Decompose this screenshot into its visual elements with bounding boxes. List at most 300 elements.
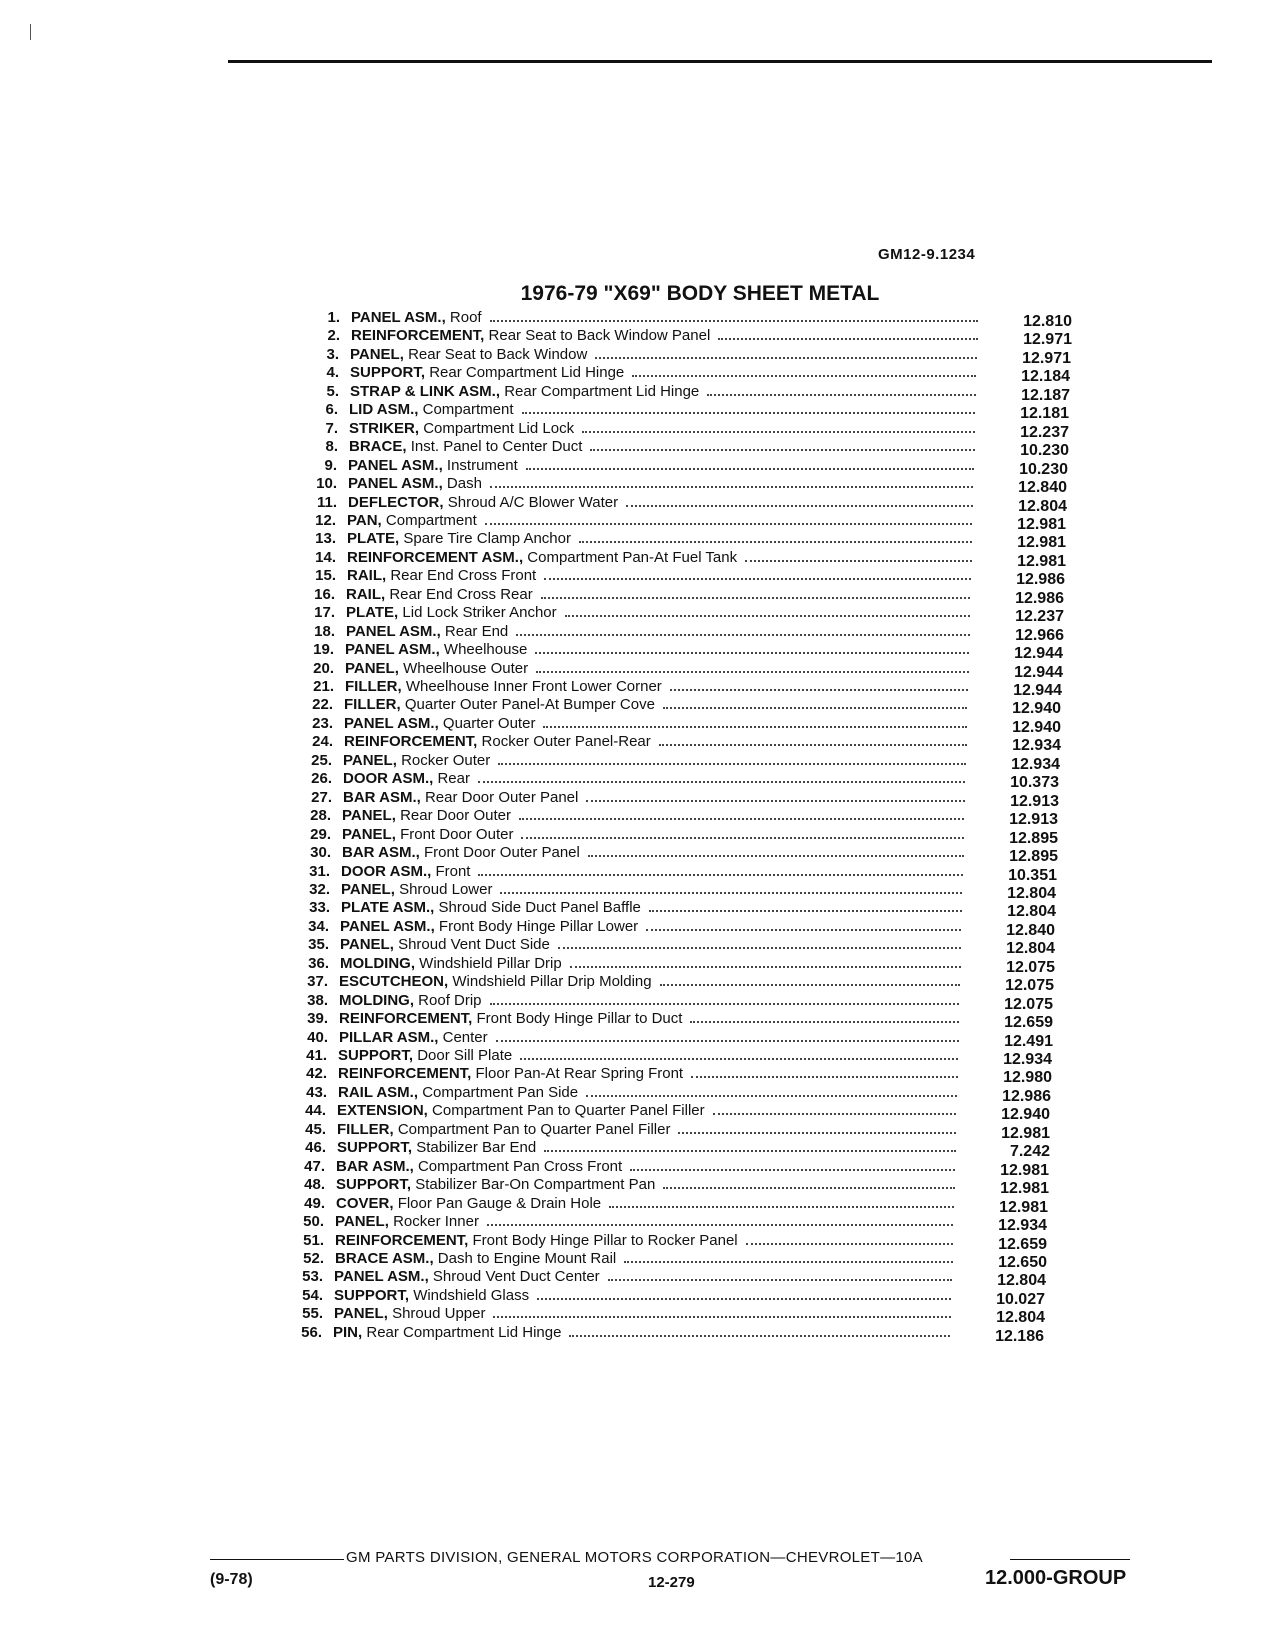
part-name [350, 364, 624, 382]
part-row [287, 1084, 1067, 1103]
part-description: Rear [437, 770, 470, 787]
stray-mark [30, 24, 31, 40]
part-row [289, 918, 1069, 937]
part-name [343, 789, 578, 807]
part-number: 47. [304, 1158, 325, 1175]
part-value: 12.980 [1003, 1069, 1052, 1086]
part-name-label: PANEL ASM., [348, 475, 443, 492]
part-value: 10.027 [996, 1291, 1045, 1308]
part-value: 12.981 [1017, 534, 1066, 551]
part-row [283, 1268, 1063, 1287]
part-description: Floor Pan Gauge & Drain Hole [397, 1195, 602, 1212]
part-row [290, 881, 1070, 900]
part-description: Shroud Upper [392, 1305, 486, 1322]
part-name [346, 604, 557, 622]
part-row [288, 992, 1068, 1011]
dot-leader [536, 671, 969, 673]
part-number: 56. [301, 1324, 322, 1341]
part-number: 10. [316, 475, 337, 492]
part-row [285, 1158, 1065, 1177]
part-number: 46. [305, 1139, 326, 1156]
dot-leader [516, 634, 970, 636]
part-name-label: BRACE, [349, 438, 407, 455]
dot-leader [544, 1150, 956, 1152]
part-value: 12.934 [1011, 756, 1060, 773]
dot-leader [493, 1316, 951, 1318]
part-value: 12.986 [1016, 571, 1065, 588]
part-name-label: REINFORCEMENT, [351, 327, 485, 344]
part-row [284, 1213, 1064, 1232]
part-value: 12.940 [1012, 700, 1061, 717]
part-number: 30. [310, 844, 331, 861]
part-value: 12.075 [1005, 977, 1054, 994]
part-name [339, 1029, 488, 1047]
part-name-label: PANEL, [342, 807, 396, 824]
part-number: 3. [326, 346, 339, 363]
part-row [294, 678, 1074, 697]
part-value: 12.986 [1002, 1088, 1051, 1105]
part-row [299, 383, 1079, 402]
part-name [339, 973, 652, 991]
part-name [345, 678, 662, 696]
part-row [289, 936, 1069, 955]
part-name-label: PLATE, [347, 530, 400, 547]
dot-leader [745, 560, 972, 562]
part-value: 12.804 [1018, 498, 1067, 515]
part-name [334, 1268, 600, 1286]
part-name-label: PANEL, [342, 826, 396, 843]
part-number: 39. [307, 1010, 328, 1027]
part-description: Inst. Panel to Center Duct [410, 438, 583, 455]
part-name [349, 401, 514, 419]
part-number: 53. [302, 1268, 323, 1285]
dot-leader [522, 412, 975, 414]
part-value: 12.186 [995, 1328, 1044, 1345]
part-description: Stabilizer Bar End [416, 1139, 537, 1156]
part-name-label: DEFLECTOR, [348, 494, 444, 511]
part-name [333, 1324, 561, 1342]
dot-leader [490, 320, 978, 322]
part-number: 2. [327, 327, 340, 344]
part-name-label: REINFORCEMENT, [335, 1232, 469, 1249]
dot-leader [579, 541, 972, 543]
part-number: 37. [307, 973, 328, 990]
part-number: 31. [309, 863, 330, 880]
part-description: Front Body Hinge Pillar Lower [438, 918, 639, 935]
part-description: Compartment Pan to Quarter Panel Filler [432, 1102, 705, 1119]
part-value: 12.840 [1018, 479, 1067, 496]
part-row [288, 1029, 1068, 1048]
part-name [340, 918, 638, 936]
part-row [298, 401, 1078, 420]
part-name-label: ESCUTCHEON, [339, 973, 449, 990]
dot-leader [713, 1113, 956, 1115]
part-name [342, 826, 513, 844]
part-row [287, 1047, 1067, 1066]
part-name [349, 438, 582, 456]
part-name [345, 641, 527, 659]
part-number: 8. [325, 438, 338, 455]
part-name [344, 696, 655, 714]
dot-leader [649, 910, 962, 912]
part-name-label: MOLDING, [339, 992, 414, 1009]
dot-leader [690, 1021, 959, 1023]
part-description: Dash [446, 475, 482, 492]
part-value: 12.895 [1009, 848, 1058, 865]
part-value: 12.804 [996, 1309, 1045, 1326]
part-row [297, 475, 1077, 494]
part-row [298, 438, 1078, 457]
dot-leader [660, 984, 960, 986]
part-name [340, 936, 550, 954]
part-number: 6. [325, 401, 338, 418]
part-description: Compartment [422, 401, 514, 418]
part-description: Wheelhouse Inner Front Lower Corner [405, 678, 662, 695]
part-name-label: LID ASM., [349, 401, 419, 418]
part-name-label: PANEL ASM., [344, 715, 439, 732]
part-description: Compartment [385, 512, 477, 529]
part-row [298, 420, 1078, 439]
part-name [338, 1065, 683, 1083]
dot-leader [663, 707, 967, 709]
part-row [285, 1176, 1065, 1195]
part-value: 12.940 [1001, 1106, 1050, 1123]
part-description: Compartment Pan Side [422, 1084, 579, 1101]
part-value: 12.840 [1006, 922, 1055, 939]
part-number: 21. [313, 678, 334, 695]
part-name-label: SUPPORT, [336, 1176, 412, 1193]
page-code: GM12-9.1234 [878, 246, 976, 263]
dot-leader [746, 1243, 953, 1245]
part-description: Roof Drip [418, 992, 482, 1009]
part-value: 12.971 [1023, 331, 1072, 348]
part-row [286, 1139, 1066, 1158]
part-description: Lid Lock Striker Anchor [402, 604, 557, 621]
part-number: 51. [303, 1232, 324, 1249]
part-description: Front Door Outer Panel [423, 844, 580, 861]
part-name-label: FILLER, [344, 696, 401, 713]
dot-leader [670, 689, 968, 691]
part-row [300, 309, 1080, 328]
page-title: 1976-79 "X69" BODY SHEET METAL [520, 282, 880, 305]
part-value: 12.944 [1013, 682, 1062, 699]
dot-leader [718, 338, 978, 340]
part-name [341, 881, 492, 899]
part-value: 12.650 [998, 1254, 1047, 1271]
part-value: 12.940 [1012, 719, 1061, 736]
part-description: Spare Tire Clamp Anchor [403, 530, 571, 547]
part-number: 18. [314, 623, 335, 640]
part-description: Rear Seat to Back Window [408, 346, 588, 363]
dot-leader [624, 1261, 953, 1263]
part-description: Quarter Outer Panel-At Bumper Cove [404, 696, 655, 713]
part-description: Rear End [444, 623, 509, 640]
part-row [288, 1010, 1068, 1029]
part-name-label: SUPPORT, [337, 1139, 413, 1156]
part-number: 28. [310, 807, 331, 824]
part-name-label: RAIL, [347, 567, 387, 584]
part-name-label: PILLAR ASM., [339, 1029, 439, 1046]
part-value: 12.986 [1015, 590, 1064, 607]
part-value: 12.659 [1004, 1014, 1053, 1031]
part-number: 36. [308, 955, 329, 972]
dot-leader [485, 523, 972, 525]
part-value: 12.237 [1015, 608, 1064, 625]
part-name [336, 1158, 622, 1176]
part-row [289, 955, 1069, 974]
part-value: 12.934 [1012, 737, 1061, 754]
dot-leader [586, 1095, 957, 1097]
part-value: 12.966 [1015, 627, 1064, 644]
part-row [295, 604, 1075, 623]
part-description: Front Body Hinge Pillar to Rocker Panel [472, 1232, 738, 1249]
part-number: 34. [308, 918, 329, 935]
part-number: 54. [302, 1287, 323, 1304]
part-number: 19. [313, 641, 334, 658]
part-description: Quarter Outer [442, 715, 536, 732]
part-name-label: REINFORCEMENT, [338, 1065, 472, 1082]
part-number: 40. [307, 1029, 328, 1046]
part-value: 12.804 [1006, 940, 1055, 957]
part-name [335, 1232, 738, 1250]
part-row [291, 826, 1071, 845]
part-row [284, 1232, 1064, 1251]
dot-leader [595, 357, 977, 359]
part-name-label: PANEL, [345, 660, 399, 677]
part-name [341, 863, 470, 881]
part-name-label: PANEL, [334, 1305, 388, 1322]
part-number: 16. [314, 586, 335, 603]
part-name [339, 992, 482, 1010]
dot-leader [570, 966, 961, 968]
part-name [346, 623, 508, 641]
part-name [348, 494, 618, 512]
part-name [344, 715, 535, 733]
part-number: 49. [304, 1195, 325, 1212]
part-name-label: PANEL, [340, 936, 394, 953]
part-name-label: PANEL ASM., [345, 641, 440, 658]
dot-leader [500, 892, 962, 894]
part-number: 24. [312, 733, 333, 750]
part-name-label: REINFORCEMENT, [339, 1010, 473, 1027]
part-description: Instrument [446, 457, 518, 474]
part-name-label: PANEL ASM., [346, 623, 441, 640]
part-value: 12.895 [1009, 830, 1058, 847]
part-name [337, 1121, 670, 1139]
part-value: 12.804 [997, 1272, 1046, 1289]
part-name [335, 1250, 616, 1268]
part-number: 23. [312, 715, 333, 732]
part-description: Wheelhouse Outer [403, 660, 529, 677]
part-number: 4. [326, 364, 339, 381]
part-value: 12.237 [1020, 424, 1069, 441]
part-description: Roof [449, 309, 482, 326]
part-description: Shroud Side Duct Panel Baffle [438, 899, 641, 916]
part-row [282, 1324, 1062, 1343]
part-name [334, 1287, 529, 1305]
part-value: 12.944 [1014, 645, 1063, 662]
part-name-label: SUPPORT, [338, 1047, 414, 1064]
part-name [336, 1176, 655, 1194]
part-name-label: PLATE, [346, 604, 399, 621]
part-description: Shroud Lower [399, 881, 493, 898]
part-description: Rear Compartment Lid Hinge [504, 383, 700, 400]
part-value: 10.351 [1008, 867, 1057, 884]
part-row [290, 899, 1070, 918]
dot-leader [521, 837, 964, 839]
part-name [344, 733, 651, 751]
part-value: 12.981 [1017, 553, 1066, 570]
part-row [296, 530, 1076, 549]
part-number: 12. [315, 512, 336, 529]
part-name-label: RAIL, [346, 586, 386, 603]
part-row [293, 715, 1073, 734]
part-value: 12.184 [1021, 368, 1070, 385]
footer-rule-right [1010, 1559, 1130, 1560]
part-name [348, 457, 518, 475]
dot-leader [558, 947, 961, 949]
part-row [283, 1305, 1063, 1324]
dot-leader [478, 781, 965, 783]
part-row [293, 696, 1073, 715]
part-name-label: DOOR ASM., [341, 863, 432, 880]
part-name [349, 420, 574, 438]
part-number: 9. [324, 457, 337, 474]
part-name-label: PANEL ASM., [340, 918, 435, 935]
part-name [345, 660, 528, 678]
dot-leader [630, 1169, 955, 1171]
part-number: 26. [311, 770, 332, 787]
dot-leader [626, 505, 973, 507]
part-description: Center [442, 1029, 488, 1046]
part-name-label: PLATE ASM., [341, 899, 435, 916]
dot-leader [590, 449, 975, 451]
part-number: 17. [314, 604, 335, 621]
part-row [299, 364, 1079, 383]
part-number: 38. [307, 992, 328, 1009]
part-value: 12.491 [1004, 1033, 1053, 1050]
part-description: Rear Door Outer Panel [424, 789, 579, 806]
part-name-label: PANEL, [350, 346, 404, 363]
part-name-label: MOLDING, [340, 955, 415, 972]
dot-leader [678, 1132, 956, 1134]
part-name [347, 530, 571, 548]
dot-leader [609, 1206, 954, 1208]
part-value: 12.981 [1001, 1125, 1050, 1142]
part-name-label: PANEL ASM., [351, 309, 446, 326]
part-description: Compartment Pan-At Fuel Tank [527, 549, 738, 566]
part-name-label: BAR ASM., [343, 789, 421, 806]
dot-leader [520, 1058, 958, 1060]
part-description: Rear End Cross Rear [389, 586, 533, 603]
part-name [351, 309, 482, 327]
part-name [337, 1102, 705, 1120]
dot-leader [487, 1224, 953, 1226]
dot-leader [478, 874, 963, 876]
part-value: 10.230 [1020, 442, 1069, 459]
part-number: 42. [306, 1065, 327, 1082]
part-description: Rocker Outer [401, 752, 491, 769]
dot-leader [544, 578, 971, 580]
part-row [295, 623, 1075, 642]
part-description: Windshield Glass [413, 1287, 530, 1304]
part-row [292, 770, 1072, 789]
dot-leader [496, 1040, 959, 1042]
part-description: Front [435, 863, 471, 880]
part-description: Rocker Inner [393, 1213, 479, 1230]
part-name [342, 807, 511, 825]
part-description: Front Body Hinge Pillar to Duct [476, 1010, 683, 1027]
part-name-label: PAN, [347, 512, 382, 529]
part-number: 15. [315, 567, 336, 584]
dot-leader [535, 652, 969, 654]
part-name [337, 1139, 536, 1157]
part-number: 44. [305, 1102, 326, 1119]
dot-leader [490, 1003, 959, 1005]
part-number: 11. [316, 494, 337, 511]
part-name-label: REINFORCEMENT ASM., [347, 549, 524, 566]
part-value: 12.187 [1021, 387, 1070, 404]
dot-leader [632, 375, 976, 377]
dot-leader [588, 855, 964, 857]
part-value: 10.373 [1010, 774, 1059, 791]
part-name-label: FILLER, [345, 678, 402, 695]
dot-leader [659, 744, 967, 746]
part-number: 20. [313, 660, 334, 677]
part-number: 35. [308, 936, 329, 953]
part-name [342, 844, 580, 862]
part-name-label: EXTENSION, [337, 1102, 428, 1119]
part-number: 22. [312, 696, 333, 713]
part-value: 7.242 [1009, 1143, 1050, 1160]
dot-leader [707, 394, 976, 396]
part-name [338, 1047, 512, 1065]
part-number: 29. [310, 826, 331, 843]
part-description: Compartment Pan Cross Front [417, 1158, 623, 1175]
part-name [350, 346, 587, 364]
part-name-label: BAR ASM., [336, 1158, 414, 1175]
part-description: Stabilizer Bar-On Compartment Pan [415, 1176, 656, 1193]
part-name [351, 327, 710, 345]
part-number: 52. [303, 1250, 324, 1267]
part-row [288, 973, 1068, 992]
part-name [347, 549, 737, 567]
part-value: 12.804 [1007, 903, 1056, 920]
part-name [338, 1084, 578, 1102]
part-number: 50. [303, 1213, 324, 1230]
part-description: Rear End Cross Front [390, 567, 537, 584]
part-row [293, 733, 1073, 752]
dot-leader [490, 486, 973, 488]
part-name-label: PANEL, [335, 1213, 389, 1230]
part-description: Shroud Vent Duct Center [432, 1268, 600, 1285]
part-name-label: PANEL ASM., [348, 457, 443, 474]
part-number: 1. [327, 309, 340, 326]
part-name-label: RAIL ASM., [338, 1084, 419, 1101]
part-description: Dash to Engine Mount Rail [437, 1250, 617, 1267]
top-rule [228, 60, 1212, 63]
dot-leader [691, 1076, 958, 1078]
part-row [299, 346, 1079, 365]
part-name [339, 1010, 682, 1028]
part-name-label: DOOR ASM., [343, 770, 434, 787]
part-description: Rear Door Outer [400, 807, 511, 824]
part-row [296, 549, 1076, 568]
part-name-label: PANEL ASM., [334, 1268, 429, 1285]
part-row [294, 660, 1074, 679]
part-description: Shroud Vent Duct Side [398, 936, 550, 953]
part-name-label: COVER, [336, 1195, 394, 1212]
